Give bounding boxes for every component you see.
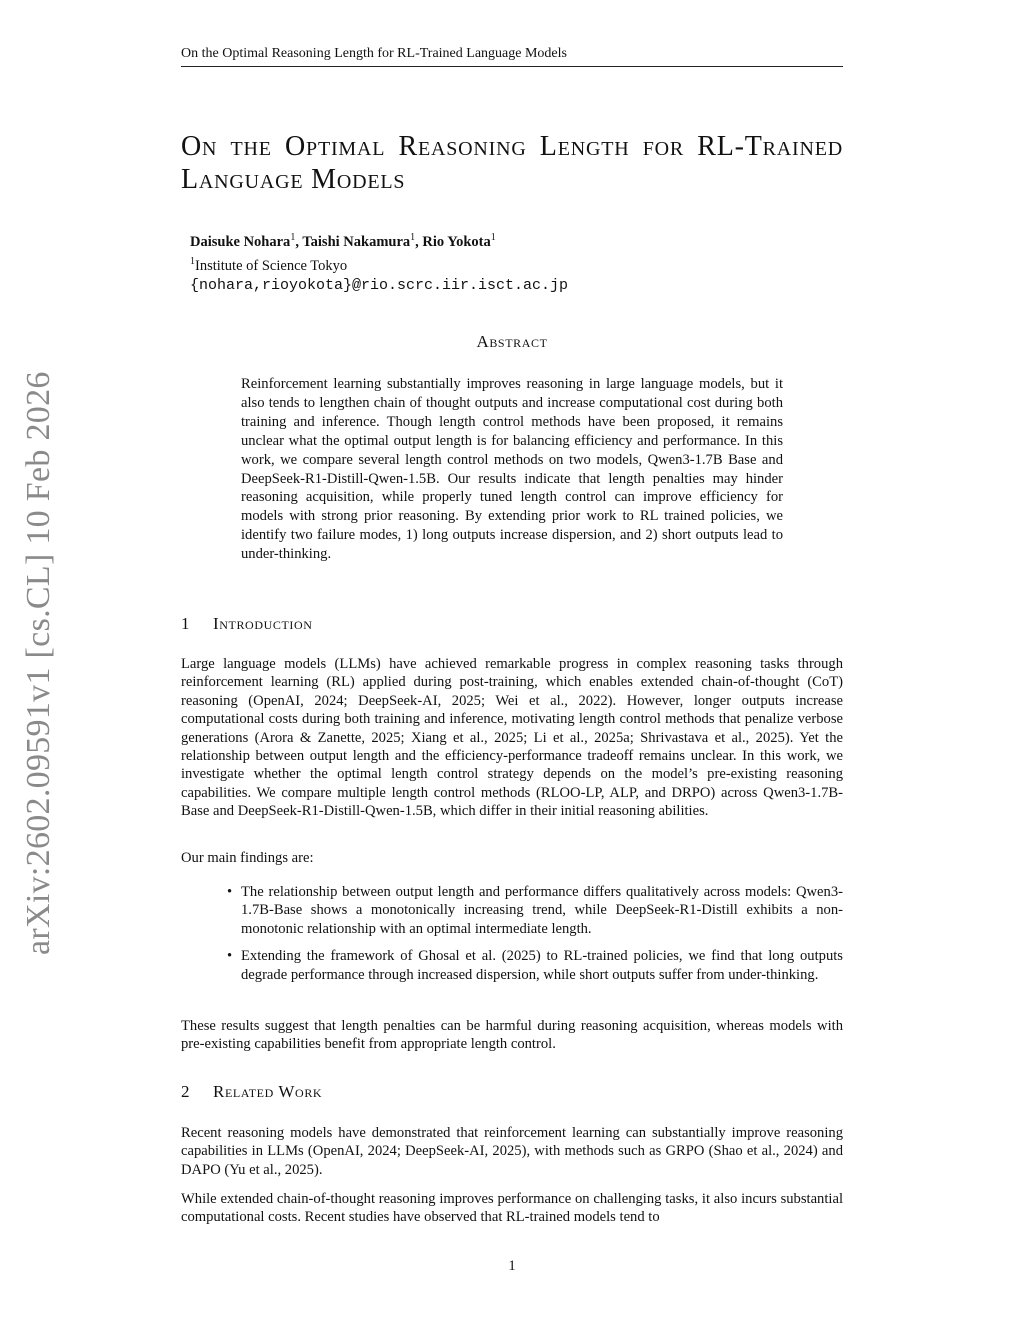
affiliation-line	[190, 252, 790, 276]
bullet-symbol: •	[227, 948, 233, 965]
intro-paragraph: Large language models (LLMs) have achieved remarkable progress in complex reasoning tasks through reinforcement learning (RL) applied during post-training, which enables extended chain-of-thought (CoT) reasoning (OpenAI, 2024; DeepSeek-AI, 2025; Wei et al., 2022). However, longer outputs increase computational costs during both training and inference, motivating length control methods that penalize verbose generations (Arora & Zanette, 2025; Xiang et al., 2025; Li et al., 2025a; Shrivastava et al., 2025). Yet the relationship between output length and the efficiency-performance tradeoff remains unclear. In this work, we investigate whether the optimal length control strategy depends on the model’s pre-existing reasoning capabilities. We compare multiple length control methods (RLOO-LP, ALP, and DRPO) across Qwen3-1.7B-Base and DeepSeek-R1-Distill-Qwen-1.5B, which differ in their initial reasoning abilities.	[181, 656, 843, 820]
section-title: Related Work	[213, 1082, 323, 1101]
section-heading-related-work	[181, 1082, 322, 1102]
author-name: Daisuke Nohara	[190, 233, 291, 250]
affiliation-superscript: 1	[290, 232, 296, 243]
affiliation-marker: 1	[190, 255, 195, 267]
section-heading-introduction	[181, 614, 313, 634]
author-name: Taishi Nakamura	[302, 233, 411, 250]
author-name: Rio Yokota	[422, 233, 491, 250]
arxiv-identifier-stamp: arXiv:2602.09591v1 [cs.CL] 10 Feb 2026	[20, 371, 57, 955]
abstract-body: Reinforcement learning substantially improves reasoning in large language models, but it also tends to lengthen chain of thought outputs and increase computational cost during both training and inference. Though length control methods have been proposed, it remains unclear what the optimal output length is for balancing efficiency and performance. In this work, we compare several length control methods on two models, Qwen3-1.7B Base and DeepSeek-R1-Distill-Qwen-1.5B. Our results indicate that length penalties may hinder reasoning acquisition, while properly tuned length control can improve efficiency for models with strong prior reasoning. By extending prior work to RL trained policies, we identify two failure modes, 1) long outputs increase dispersion, and 2) short outputs lead to under-thinking.	[241, 376, 783, 563]
affiliation-name: Institute of Science Tokyo	[195, 257, 348, 274]
bullet-symbol: •	[227, 884, 233, 900]
paper-title: On the Optimal Reasoning Length for RL-Trained Language Models	[181, 131, 843, 195]
section-number: 2	[181, 1082, 191, 1101]
affiliation-superscript: 1	[490, 232, 496, 243]
list-item	[181, 883, 843, 938]
page-number: 1	[508, 1258, 516, 1274]
findings-list	[181, 883, 843, 993]
findings-lead-in: Our main findings are:	[181, 850, 314, 866]
abstract-heading: Abstract	[476, 332, 548, 351]
section-title: Introduction	[213, 614, 313, 633]
author-block	[190, 228, 790, 296]
related-work-paragraph: Recent reasoning models have demonstrated that reinforcement learning can substantially improve reasoning capabilities in LLMs (OpenAI, 2024; DeepSeek-AI, 2025), with methods such as GRPO (Shao et al., 2024) and DAPO (Yu et al., 2025).	[181, 1125, 843, 1178]
list-item-text: The relationship between output length and performance differs qualitatively across models: Qwen3-1.7B-Base shows a monotonically increasing trend, while DeepSeek-R1-Distill exhibits a non-monotonic relationship with an optimal intermediate length.	[241, 884, 843, 937]
intro-closing-paragraph: These results suggest that length penalties can be harmful during reasoning acquisition, whereas models with pre-existing capabilities benefit from appropriate length control.	[181, 1018, 843, 1053]
author-names: Daisuke Nohara$^1$, Taishi Nakamura$^1$, Rio Yokota$^1$	[190, 232, 496, 250]
affiliation-superscript: 1	[410, 232, 416, 243]
list-item-text: Extending the framework of Ghosal et al. (2025) to RL-trained policies, we find that long outputs degrade performance through increased dispersion, while short outputs suffer from under-thinking.	[241, 948, 843, 983]
author-email[interactable]: {nohara,rioyokota}@rio.scrc.iir.isct.ac.jp	[190, 276, 569, 294]
running-header: On the Optimal Reasoning Length for RL-Trained Language Models	[181, 45, 843, 67]
related-work-paragraph: While extended chain-of-thought reasoning improves performance on challenging tasks, it also incurs substantial computational costs. Recent studies have observed that RL-trained models tend to	[181, 1191, 843, 1226]
list-item	[181, 947, 843, 984]
section-number: 1	[181, 614, 191, 633]
